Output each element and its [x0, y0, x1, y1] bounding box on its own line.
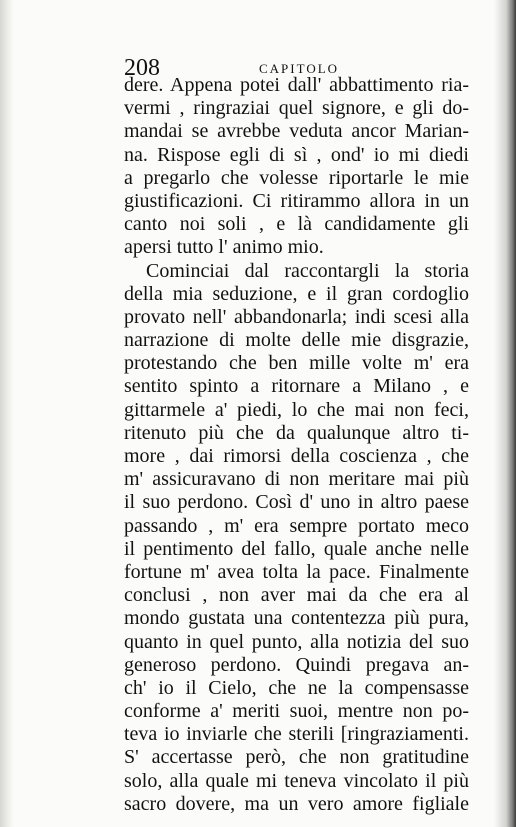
text-line: Cominciai dal raccontargli la storia — [146, 259, 469, 282]
text-line: canto noi soli , e là candidamente gli — [124, 213, 469, 236]
text-line: narrazione di molte delle mie disgrazie, — [124, 329, 469, 352]
text-line: conclusi , non aver mai da che era al — [124, 584, 469, 607]
text-line: teva io inviarle che sterili [ringraziamenti. — [124, 723, 469, 746]
text-line: m' assicuravano di non meritare mai più — [124, 468, 469, 491]
page-left-edge-shadow — [0, 0, 14, 827]
text-line: na. Rispose egli di sì , ond' io mi diedi — [124, 143, 469, 166]
text-line: apersi tutto l' animo mio. — [124, 236, 324, 259]
text-line: giustificazioni. Ci ritirammo allora in un — [124, 189, 469, 212]
text-line: provato nell' abbandonarla; indi scesi alla — [124, 305, 469, 328]
text-line: dere. Appena potei dall' abbattimento ria- — [124, 74, 469, 96]
text-line: sentito spinto a ritornare a Milano , e — [124, 375, 469, 398]
text-line: sacro dovere, ma un vero amore figliale — [124, 792, 469, 815]
body-text — [124, 74, 469, 816]
text-line: ch' io il Cielo, che ne la compensasse — [124, 676, 469, 699]
text-line: fortune m' avea tolta la pace. Finalmente — [124, 560, 469, 583]
text-line: passando , m' era sempre portato meco — [124, 514, 469, 537]
text-line: mandai se avrebbe veduta ancor Marian- — [124, 120, 469, 143]
text-line: il suo perdono. Così d' uno in altro paese — [124, 491, 469, 514]
page-right-edge-shadow — [494, 0, 516, 827]
text-line: generoso perdono. Quindi pregava an- — [124, 653, 469, 676]
text-line: della mia seduzione, e il gran cordoglio — [124, 282, 469, 305]
text-line: a pregarlo che volesse riportarle le mie — [124, 166, 469, 189]
text-line: il pentimento del fallo, quale anche nelle — [124, 537, 469, 560]
running-head: CAPITOLO — [259, 61, 340, 76]
text-line: protestando che ben mille volte m' era — [124, 352, 469, 375]
text-line: quanto in quel punto, alla notizia del suo — [124, 630, 469, 653]
page-number: 208 — [124, 55, 160, 81]
text-line: more , dai rimorsi della coscienza , che — [124, 445, 469, 467]
text-line: vermi , ringraziai quel signore, e gli do- — [124, 97, 469, 120]
text-line: gittarmele a' piedi, lo che mai non feci, — [124, 398, 469, 421]
text-line: mondo gustata una contentezza più pura, — [124, 607, 469, 630]
text-line: S' accertasse però, che non gratitudine — [124, 746, 469, 769]
text-line: conforme a' meriti suoi, mentre non po- — [124, 700, 469, 723]
text-line: solo, alla quale mi teneva vincolato il più — [124, 769, 469, 792]
text-line: ritenuto più che da qualunque altro ti- — [124, 421, 469, 444]
